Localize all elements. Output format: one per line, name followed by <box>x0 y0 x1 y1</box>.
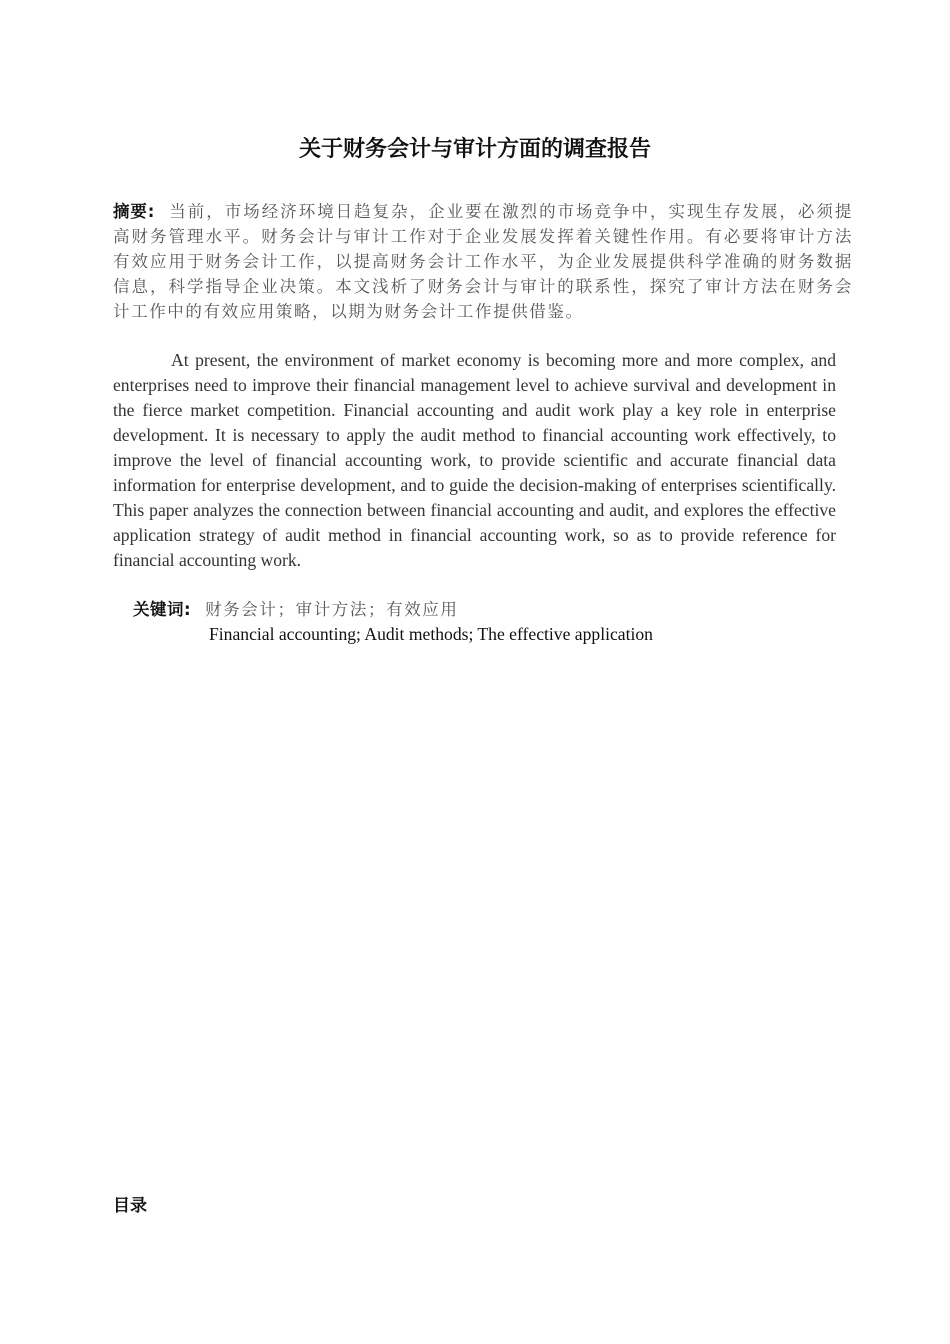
document-title: 关于财务会计与审计方面的调查报告 <box>298 137 651 162</box>
abstract-label: 摘要: <box>113 202 155 221</box>
keywords-label: 关键词: <box>133 600 192 619</box>
abstract-chinese <box>113 199 853 324</box>
keywords-english: Financial accounting; Audit methods; The effective application <box>209 624 653 644</box>
keywords-chinese-text: 财务会计；审计方法；有效应用 <box>205 600 459 619</box>
table-of-contents-heading: 目录 <box>113 1196 147 1216</box>
keywords-chinese <box>133 597 459 622</box>
abstract-english: At present, the environment of market economy is becoming more and more complex, and enterprises need to improve their financial management level to achieve survival and development in the fierce market competition. Financial accounting and audit work play a key role in enterprise development. It is necessary to apply the audit method to financial accounting work effectively, to improve the level of financial accounting work, to provide scientific and accurate financial data information for enterprise development, and to guide the decision-making of enterprises scientifically. This paper analyzes the connection between financial accounting and audit, and explores the effective application strategy of audit method in financial accounting work, so as to provide reference for financial accounting work. <box>113 350 836 570</box>
abstract-chinese-text: 当前，市场经济环境日趋复杂，企业要在激烈的市场竞争中，实现生存发展，必须提高财务管理水平。财务会计与审计工作对于企业发展发挥着关键性作用。有必要将审计方法有效应用于财务会计工作，以提高财务会计工作水平，为企业发展提供科学准确的财务数据信息，科学指导企业决策。本文浅析了财务会计与审计的联系性，探究了审计方法在财务会计工作中的有效应用策略，以期为财务会计工作提供借鉴。 <box>113 202 853 321</box>
